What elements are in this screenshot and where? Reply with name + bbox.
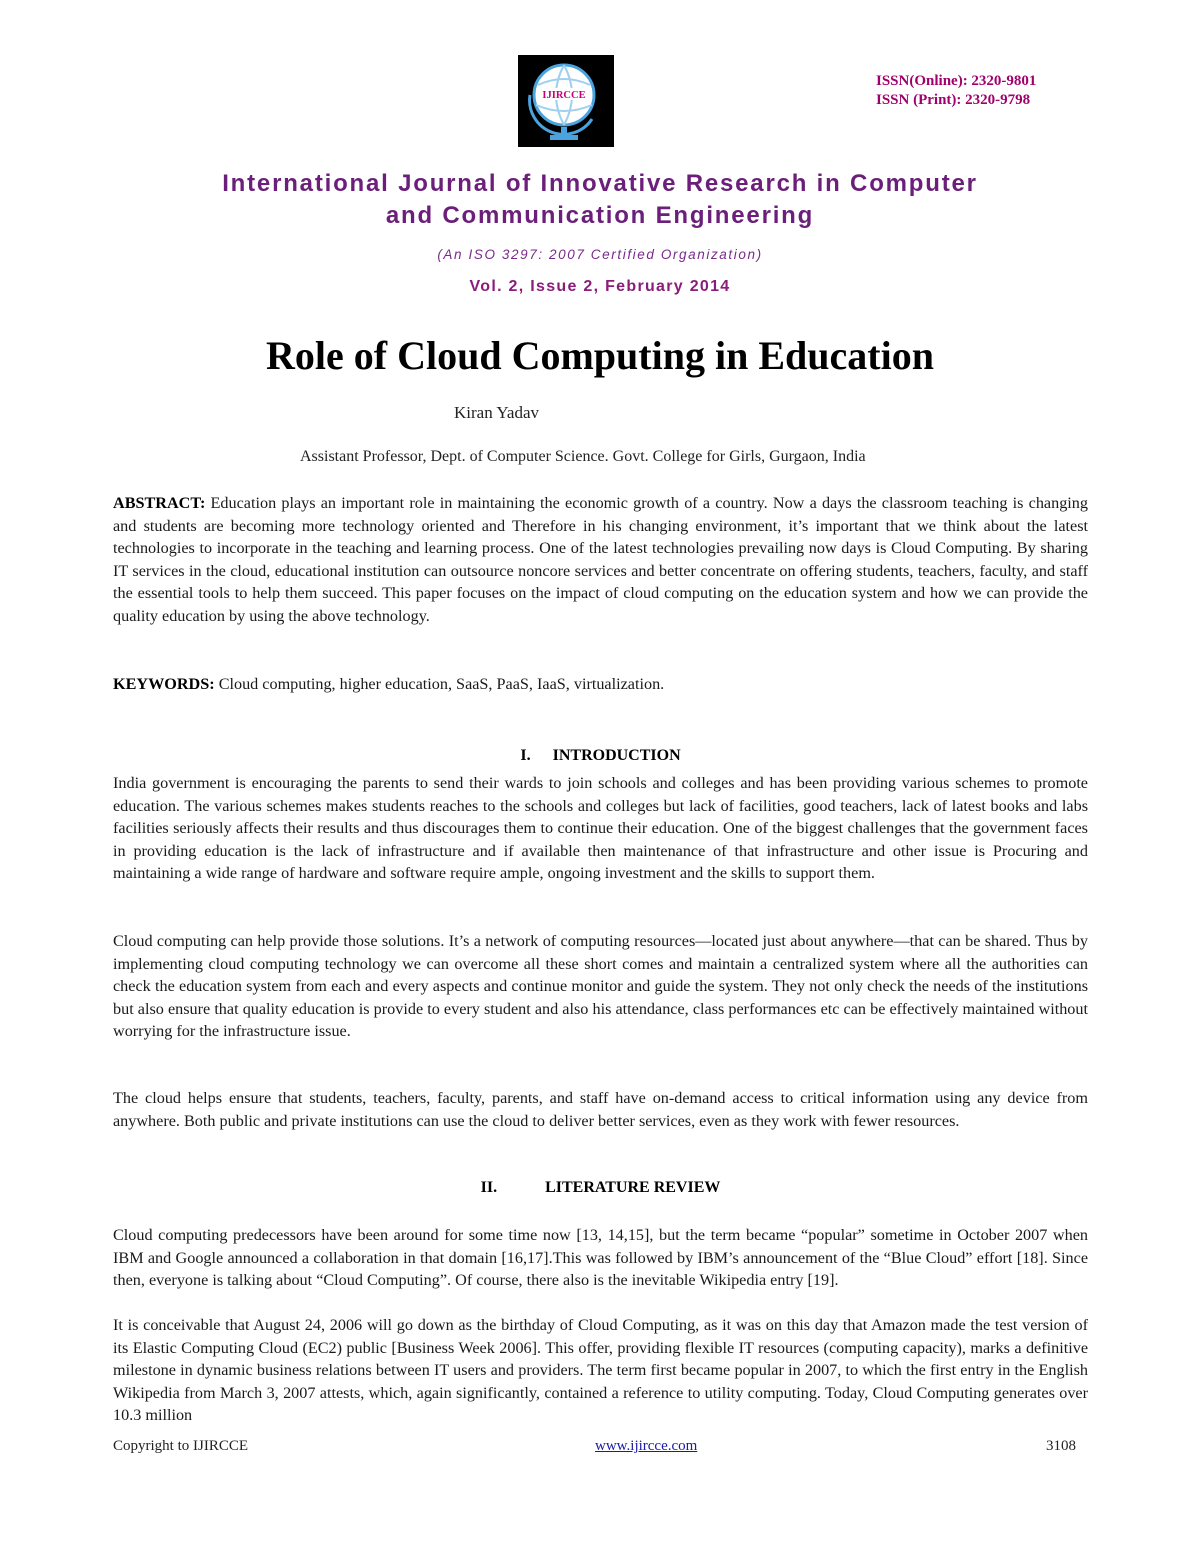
intro-paragraph-1: India government is encouraging the parents to send their wards to join schools and colleges and has been providing various schemes to promote education. The various schemes makes students reaches to the schools and colleges but lack of facilities, good teachers, lack of latest books and labs facilities seriously affects their results and thus discourages them to continue their education. One of the biggest challenges that the government faces in providing education is the lack of infrastructure and if available then maintenance of that infrastructure and other issue is Procuring and maintaining a wide range of hardware and software require ample, ongoing investment and the skills to support them. bbox=[113, 774, 1088, 883]
intro-paragraph-3: The cloud helps ensure that students, teachers, faculty, parents, and staff have on-demand access to critical information using any device from anywhere. Both public and private institutions can use the cloud to deliver better services, even as they work with fewer resources. bbox=[113, 1089, 1088, 1130]
volume-issue: Vol. 2, Issue 2, February 2014 bbox=[469, 278, 731, 295]
section-heading-literature-review bbox=[113, 1179, 1088, 1197]
paper-title: Role of Cloud Computing in Education bbox=[266, 333, 934, 378]
section-number: II. bbox=[480, 1179, 498, 1196]
journal-title bbox=[100, 168, 1100, 232]
intro-paragraph-2: Cloud computing can help provide those solutions. It’s a network of computing resources—located just about anywhere—that can be shared. Thus by implementing cloud computing technology we can overcome all these short comes and maintain a centralized system where all the authorities can check the education system from each and every aspects and continue monitor and guide the system. They not only check the needs of the institutions but also ensure that quality education is provide to every student and also his attendance, class performances etc can be effectively maintained without worrying for the infrastructure issue. bbox=[113, 932, 1088, 1041]
certification-note: (An ISO 3297: 2007 Certified Organization) bbox=[437, 247, 763, 262]
author-affiliation: Assistant Professor, Dept. of Computer Science. Govt. College for Girls, Gurgaon, India bbox=[300, 448, 866, 465]
issn-print: ISSN (Print): 2320-9798 bbox=[876, 92, 1031, 108]
keywords-label: KEYWORDS: bbox=[113, 675, 215, 693]
section-number: I. bbox=[520, 747, 531, 764]
journal-title-line2: and Communication Engineering bbox=[385, 202, 815, 229]
abstract-label: ABSTRACT: bbox=[113, 494, 206, 512]
section-title: LITERATURE REVIEW bbox=[545, 1179, 721, 1196]
literature-paragraph-1: Cloud computing predecessors have been around for some time now [13, 14,15], but the term became “popular” sometime in October 2007 when IBM and Google announced a collaboration in that domain [16,17].This was followed by IBM’s announcement of the “Blue Cloud” effort [18]. Since then, everyone is talking about “Cloud Computing”. Of course, there also is the inevitable Wikipedia entry [19]. bbox=[113, 1226, 1088, 1290]
page-number: 3108 bbox=[1046, 1438, 1076, 1454]
footer-website-link[interactable]: www.ijircce.com bbox=[595, 1438, 698, 1454]
journal-logo bbox=[518, 55, 614, 147]
section-heading-introduction bbox=[113, 747, 1088, 765]
abstract bbox=[113, 492, 1088, 628]
keywords bbox=[113, 673, 1088, 696]
author-name: Kiran Yadav bbox=[454, 403, 539, 422]
keywords-text: Cloud computing, higher education, SaaS, PaaS, IaaS, virtualization. bbox=[218, 675, 665, 693]
issn-online: ISSN(Online): 2320-9801 bbox=[876, 73, 1037, 89]
journal-title-line1: International Journal of Innovative Research in Computer bbox=[222, 170, 978, 197]
section-title: INTRODUCTION bbox=[552, 747, 681, 764]
globe-logo-icon bbox=[518, 55, 614, 147]
footer-copyright: Copyright to IJIRCCE bbox=[113, 1438, 249, 1454]
issn-block bbox=[876, 72, 1036, 110]
literature-paragraph-2: It is conceivable that August 24, 2006 will go down as the birthday of Cloud Computing, as it was on this day that Amazon made the test version of its Elastic Computing Cloud (EC2) public [Business Week 2006]. This offer, providing flexible IT resources (computing capacity), marks a definitive milestone in dynamic business relations between IT users and providers. The term first became popular in 2007, to which the first entry in the English Wikipedia from March 3, 2007 attests, which, again significantly, contained a reference to utility computing. Today, Cloud Computing generates over 10.3 million bbox=[113, 1316, 1088, 1425]
logo-text: IJIRCCE bbox=[542, 90, 586, 101]
abstract-text: Education plays an important role in maintaining the economic growth of a country. Now a days the classroom teaching is changing and students are becoming more technology oriented and Therefore in his changing environment, it’s important that we think about the latest technologies to incorporate in the teaching and learning process. One of the latest technologies prevailing now days is Cloud Computing. By sharing IT services in the cloud, educational institution can outsource noncore services and better concentrate on offering students, teachers, faculty, and staff the essential tools to help them succeed. This paper focuses on the impact of cloud computing on the education system and how we can provide the quality education by using the above technology. bbox=[113, 494, 1088, 625]
